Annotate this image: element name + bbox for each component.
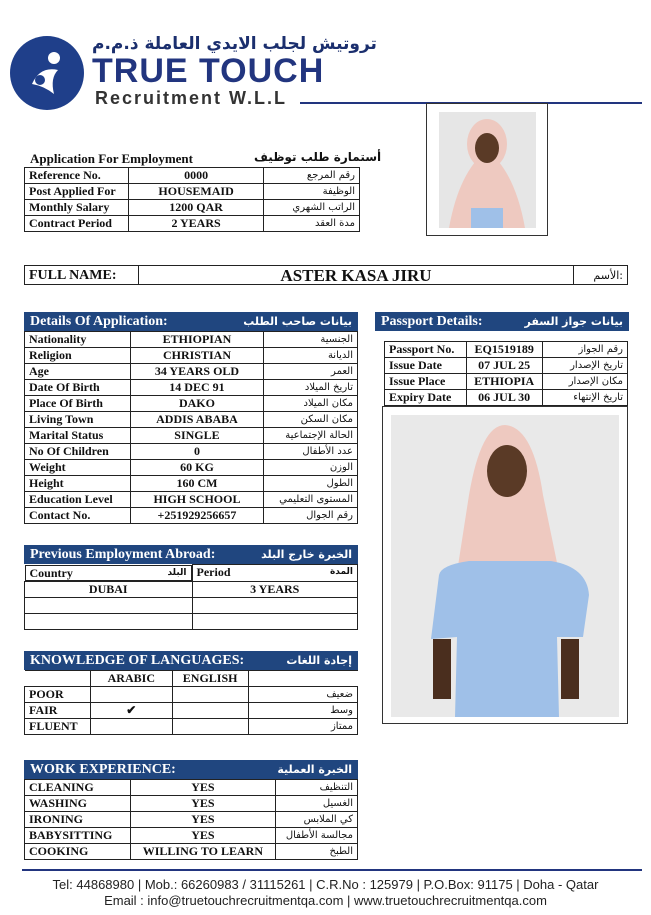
experience-row-label: CLEANING (25, 780, 131, 796)
form-row-label-arabic: الراتب الشهري (264, 200, 360, 216)
experience-row-label: BABYSITTING (25, 828, 131, 844)
col-period-label: Period (196, 565, 231, 580)
details-row-value: 60 KG (130, 460, 263, 476)
col-country-label-arabic: البلد (167, 567, 187, 578)
passport-row (385, 374, 628, 390)
previous-country-cell (25, 597, 193, 613)
details-row-label: Height (25, 476, 131, 492)
previous-country-cell: DUBAI (25, 581, 193, 597)
passport-row-label: Issue Date (385, 358, 467, 374)
details-row-label-arabic: العمر (264, 364, 358, 380)
details-row-label-arabic: الجنسية (264, 332, 358, 348)
company-logo (10, 36, 84, 110)
passport-row-label-arabic: رقم الجواز (542, 342, 627, 358)
details-row-label-arabic: المستوى التعليمي (264, 492, 358, 508)
passport-row-label-arabic: مكان الإصدار (542, 374, 627, 390)
details-row-label-arabic: الديانة (264, 348, 358, 364)
form-row-value: 0000 (128, 168, 263, 184)
previous-employment-title-arabic: الخبرة خارج البلد (261, 548, 352, 561)
language-level-arabic-mark (90, 687, 172, 703)
experience-row (25, 796, 358, 812)
full-name-label-arabic: الأسم: (574, 266, 628, 285)
form-row-label-arabic: رقم المرجع (264, 168, 360, 184)
passport-row (385, 358, 628, 374)
details-row-value: HIGH SCHOOL (130, 492, 263, 508)
details-row-label-arabic: الطول (264, 476, 358, 492)
languages-title: KNOWLEDGE OF LANGUAGES: (30, 653, 245, 668)
details-row-value: CHRISTIAN (130, 348, 263, 364)
passport-row-value: 07 JUL 25 (466, 358, 542, 374)
experience-row-value: WILLING TO LEARN (130, 844, 276, 860)
details-row (25, 476, 358, 492)
previous-employment-title: Previous Employment Abroad: (30, 547, 216, 562)
passport-row (385, 390, 628, 406)
language-level-row (25, 687, 358, 703)
experience-row-label-arabic: التنظيف (276, 780, 358, 796)
passport-row-label: Expiry Date (385, 390, 467, 406)
form-row (25, 184, 360, 200)
experience-row-label-arabic: الغسيل (276, 796, 358, 812)
previous-employment-row (25, 597, 358, 613)
previous-period-cell: 3 YEARS (192, 581, 358, 597)
portrait-photo-frame (426, 103, 548, 236)
experience-row-value: YES (130, 828, 276, 844)
language-level-row (25, 719, 358, 735)
language-level-english-mark (172, 687, 248, 703)
passport-table (384, 341, 628, 406)
form-row-value: 1200 QAR (128, 200, 263, 216)
previous-employment-row (25, 613, 358, 629)
details-row-label-arabic: تاريخ الميلاد (264, 380, 358, 396)
experience-row-value: YES (130, 812, 276, 828)
company-name: TRUE TOUCH (92, 52, 325, 90)
col-country-header (25, 565, 192, 581)
form-row (25, 200, 360, 216)
passport-title: Passport Details: (381, 314, 483, 329)
form-row (25, 168, 360, 184)
work-experience-title-arabic: الخبرة العملية (277, 763, 352, 776)
passport-title-arabic: بيانات جواز السفر (524, 315, 623, 328)
form-row-label: Contract Period (25, 216, 129, 232)
form-row-value: HOUSEMAID (128, 184, 263, 200)
passport-row-label-arabic: تاريخ الإصدار (542, 358, 627, 374)
details-row-label-arabic: الحالة الإجتماعية (264, 428, 358, 444)
language-level-label-arabic: ممتاز (248, 719, 357, 735)
details-row (25, 492, 358, 508)
details-row-value: 14 DEC 91 (130, 380, 263, 396)
form-row-label: Post Applied For (25, 184, 129, 200)
details-row (25, 508, 358, 524)
logo-figure-icon (10, 36, 84, 110)
language-level-label: FAIR (25, 703, 91, 719)
details-row-value: 160 CM (130, 476, 263, 492)
passport-row-value: ETHIOPIA (466, 374, 542, 390)
portrait-photo (439, 112, 536, 228)
details-row-value: +251929256657 (130, 508, 263, 524)
full-body-photo-frame (382, 406, 628, 724)
passport-section-header (375, 312, 629, 331)
language-level-label: FLUENT (25, 719, 91, 735)
details-row (25, 412, 358, 428)
details-row (25, 348, 358, 364)
language-level-label-arabic: ضعيف (248, 687, 357, 703)
details-row-label: Living Town (25, 412, 131, 428)
passport-row-label: Passport No. (385, 342, 467, 358)
details-title: Details Of Application: (30, 314, 168, 329)
details-row-value: DAKO (130, 396, 263, 412)
footer-contact-line: Tel: 44868980 | Mob.: 66260983 / 31115261 | C.R.No : 125979 | P.O.Box: 91175 | Doha - Qatar (52, 877, 599, 892)
col-country-label: Country (29, 565, 73, 580)
work-experience-title: WORK EXPERIENCE: (30, 762, 176, 777)
details-row-label: Marital Status (25, 428, 131, 444)
details-row-label-arabic: رقم الجوال (264, 508, 358, 524)
company-subtitle: Recruitment W.L.L (95, 88, 288, 108)
form-title-arabic: أستمارة طلب توظيف (254, 150, 382, 164)
form-row-label-arabic: مدة العقد (264, 216, 360, 232)
previous-employment-row (25, 581, 358, 597)
details-row-label: Date Of Birth (25, 380, 131, 396)
company-name-arabic: تروتيش لجلب الايدي العاملة ذ.م.م (92, 34, 377, 54)
full-name-label: FULL NAME: (25, 266, 139, 285)
details-row-label: Contact No. (25, 508, 131, 524)
full-name-value: ASTER KASA JIRU (139, 266, 574, 285)
details-row-value: SINGLE (130, 428, 263, 444)
experience-row-label-arabic: الطبخ (276, 844, 358, 860)
passport-row-label: Issue Place (385, 374, 467, 390)
details-row-value: 0 (130, 444, 263, 460)
application-info-table (24, 167, 360, 232)
form-row (25, 216, 360, 232)
col-period-label-arabic: المدة (329, 567, 353, 578)
col-arabic-header: ARABIC (90, 671, 172, 687)
languages-header (24, 651, 358, 670)
details-row-label: Place Of Birth (25, 396, 131, 412)
details-row-label: Religion (25, 348, 131, 364)
details-row-label: Education Level (25, 492, 131, 508)
details-row-value: ETHIOPIAN (130, 332, 263, 348)
col-english-header: ENGLISH (172, 671, 248, 687)
language-level-english-mark (172, 719, 248, 735)
previous-employment-header (24, 545, 358, 564)
details-section-header (24, 312, 358, 331)
experience-row-value: YES (130, 796, 276, 812)
language-level-row (25, 703, 358, 719)
details-row-label: No Of Children (25, 444, 131, 460)
details-table (24, 331, 358, 524)
previous-period-cell (192, 613, 358, 629)
col-period-header (192, 565, 358, 582)
details-row (25, 332, 358, 348)
experience-row-label-arabic: مجالسة الأطفال (276, 828, 358, 844)
experience-row-label: IRONING (25, 812, 131, 828)
details-row (25, 444, 358, 460)
footer-web-line: Email : info@truetouchrecruitmentqa.com | www.truetouchrecruitmentqa.com (104, 893, 547, 908)
experience-row-value: YES (130, 780, 276, 796)
details-row-label: Weight (25, 460, 131, 476)
details-row (25, 428, 358, 444)
form-title: Application For Employment (30, 151, 193, 166)
details-row (25, 380, 358, 396)
details-row (25, 364, 358, 380)
previous-country-cell (25, 613, 193, 629)
full-body-photo (391, 415, 619, 717)
details-row-label-arabic: مكان السكن (264, 412, 358, 428)
details-row-label-arabic: الوزن (264, 460, 358, 476)
language-level-english-mark (172, 703, 248, 719)
full-name-row (24, 265, 628, 285)
language-level-label-arabic: وسط (248, 703, 357, 719)
previous-period-cell (192, 597, 358, 613)
details-row-label-arabic: عدد الأطفال (264, 444, 358, 460)
passport-row-value: EQ1519189 (466, 342, 542, 358)
form-row-label: Reference No. (25, 168, 129, 184)
experience-row (25, 780, 358, 796)
form-row-label: Monthly Salary (25, 200, 129, 216)
experience-row-label-arabic: كي الملابس (276, 812, 358, 828)
experience-row (25, 828, 358, 844)
passport-row-value: 06 JUL 30 (466, 390, 542, 406)
details-row-value: ADDIS ABABA (130, 412, 263, 428)
previous-employment-table (24, 564, 358, 630)
work-experience-table (24, 779, 358, 860)
language-level-label: POOR (25, 687, 91, 703)
details-row-label: Age (25, 364, 131, 380)
passport-row-label-arabic: تاريخ الإنتهاء (542, 390, 627, 406)
language-level-arabic-mark: ✔ (90, 703, 172, 719)
form-row-value: 2 YEARS (128, 216, 263, 232)
experience-row (25, 844, 358, 860)
details-row-label-arabic: مكان الميلاد (264, 396, 358, 412)
work-experience-header (24, 760, 358, 779)
language-level-arabic-mark (90, 719, 172, 735)
details-row-label: Nationality (25, 332, 131, 348)
form-row-label-arabic: الوظيفة (264, 184, 360, 200)
languages-corner-right (248, 671, 357, 687)
languages-corner (25, 671, 91, 687)
experience-row-label: WASHING (25, 796, 131, 812)
languages-table (24, 670, 358, 735)
experience-row (25, 812, 358, 828)
languages-title-arabic: إجادة اللغات (286, 654, 352, 667)
experience-row-label: COOKING (25, 844, 131, 860)
passport-row (385, 342, 628, 358)
details-row-value: 34 YEARS OLD (130, 364, 263, 380)
footer-divider (22, 869, 642, 871)
details-row (25, 396, 358, 412)
details-row (25, 460, 358, 476)
details-title-arabic: بيانات صاحب الطلب (243, 315, 352, 328)
